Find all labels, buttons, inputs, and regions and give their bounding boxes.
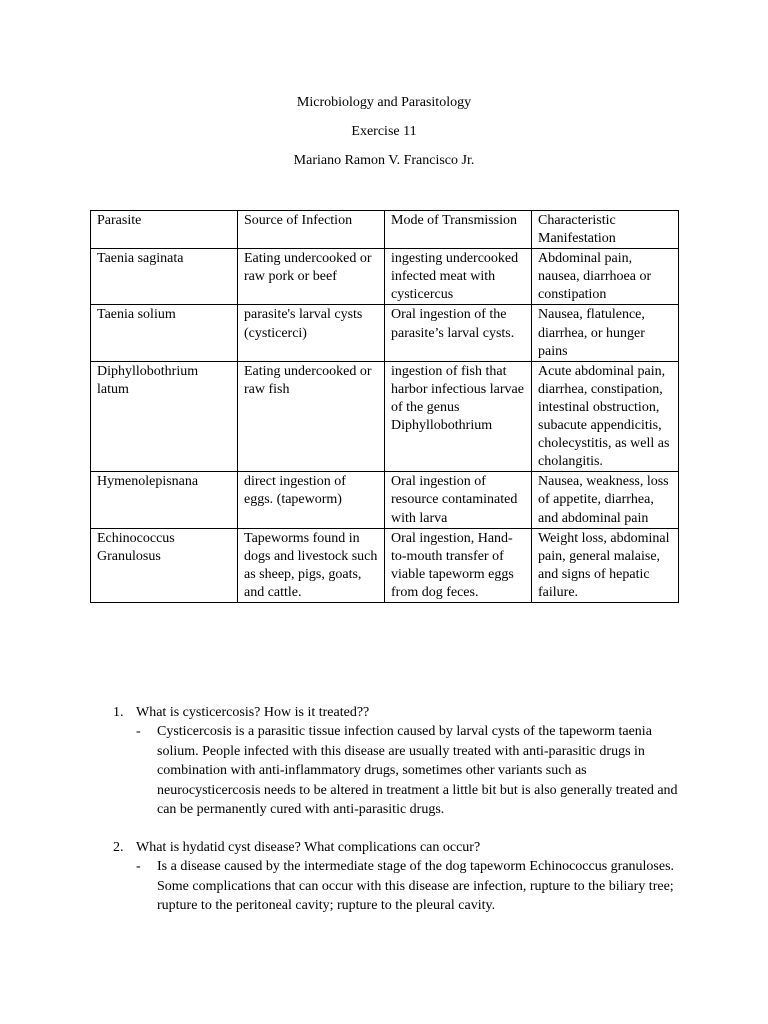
parasite-cell: Hymenolepisnana — [91, 472, 238, 528]
table-header-cell: Source of Infection — [238, 211, 385, 249]
question-number: 1. — [113, 705, 124, 720]
source-cell: Eating undercooked or raw pork or beef — [238, 249, 385, 305]
course-title: Microbiology and Parasitology — [296, 95, 472, 110]
exercise-title: Exercise 11 — [351, 124, 417, 139]
table-row — [91, 249, 679, 305]
table-header-cell: Characteristic Manifestation — [532, 211, 679, 249]
parasite-table — [90, 210, 679, 603]
author-name: Mariano Ramon V. Francisco Jr. — [293, 153, 475, 168]
bullet-dash: - — [136, 724, 141, 740]
question-text: What is hydatid cyst disease? What complications can occur? — [136, 840, 481, 855]
question-line — [113, 838, 683, 857]
mode-cell: Oral ingestion of resource contaminated with larva — [385, 472, 532, 528]
manifestation-cell: Nausea, flatulence, diarrhea, or hunger pains — [532, 305, 679, 361]
mode-cell: ingestion of fish that harbor infectious larvae of the genus Diphyllobothrium — [385, 361, 532, 472]
answer-text: Cysticercosis is a parasitic tissue infection caused by larval cysts of the tapeworm taenia solium. People infected with this disease are usually treated with anti-parasitic drugs in combination with anti-inflammatory drugs, sometimes other variants such as neurocysticercosis needs to be altered in treatment a little bit but is also generally treated and can be permanently cured with anti-parasitic drugs. — [157, 724, 678, 818]
table-header-cell: Mode of Transmission — [385, 211, 532, 249]
manifestation-cell: Nausea, weakness, loss of appetite, diarrhea, and abdominal pain — [532, 472, 679, 528]
table-row — [91, 472, 679, 528]
question-text: What is cysticercosis? How is it treated?? — [136, 705, 370, 720]
table-row — [91, 528, 679, 602]
mode-cell: Oral ingestion, Hand-to-mouth transfer of viable tapeworm eggs from dog feces. — [385, 528, 532, 602]
source-cell: direct ingestion of eggs. (tapeworm) — [238, 472, 385, 528]
table-header-cell: Parasite — [91, 211, 238, 249]
manifestation-cell: Abdominal pain, nausea, diarrhoea or constipation — [532, 249, 679, 305]
source-cell: Tapeworms found in dogs and livestock such as sheep, pigs, goats, and cattle. — [238, 528, 385, 602]
table-row — [91, 361, 679, 472]
parasite-cell: Echinococcus Granulosus — [91, 528, 238, 602]
question-number: 2. — [113, 840, 124, 855]
question-line — [113, 703, 683, 722]
answer-line — [113, 857, 683, 915]
question-block-2 — [113, 838, 683, 916]
manifestation-cell: Weight loss, abdominal pain, general malaise, and signs of hepatic failure. — [532, 528, 679, 602]
parasite-cell: Diphyllobothrium latum — [91, 361, 238, 472]
answer-line — [113, 722, 683, 819]
parasite-cell: Taenia solium — [91, 305, 238, 361]
mode-cell: ingesting undercooked infected meat with cysticercus — [385, 249, 532, 305]
manifestation-cell: Acute abdominal pain, diarrhea, constipation, intestinal obstruction, subacute appendicitis, cholecystitis, as well as cholangitis. — [532, 361, 679, 472]
source-cell: Eating undercooked or raw fish — [238, 361, 385, 472]
mode-cell: Oral ingestion of the parasite’s larval cysts. — [385, 305, 532, 361]
bullet-dash: - — [136, 859, 141, 875]
question-block-1 — [113, 703, 683, 819]
parasite-cell: Taenia saginata — [91, 249, 238, 305]
source-cell: parasite's larval cysts (cysticerci) — [238, 305, 385, 361]
table-row — [91, 305, 679, 361]
table-header-row — [91, 211, 679, 249]
answer-text: Is a disease caused by the intermediate stage of the dog tapeworm Echinococcus granuloses. Some complications that can occur with this disease are infection, rupture to the biliary tree; rupture to the peritoneal cavity; rupture to the pleural cavity. — [157, 859, 675, 914]
